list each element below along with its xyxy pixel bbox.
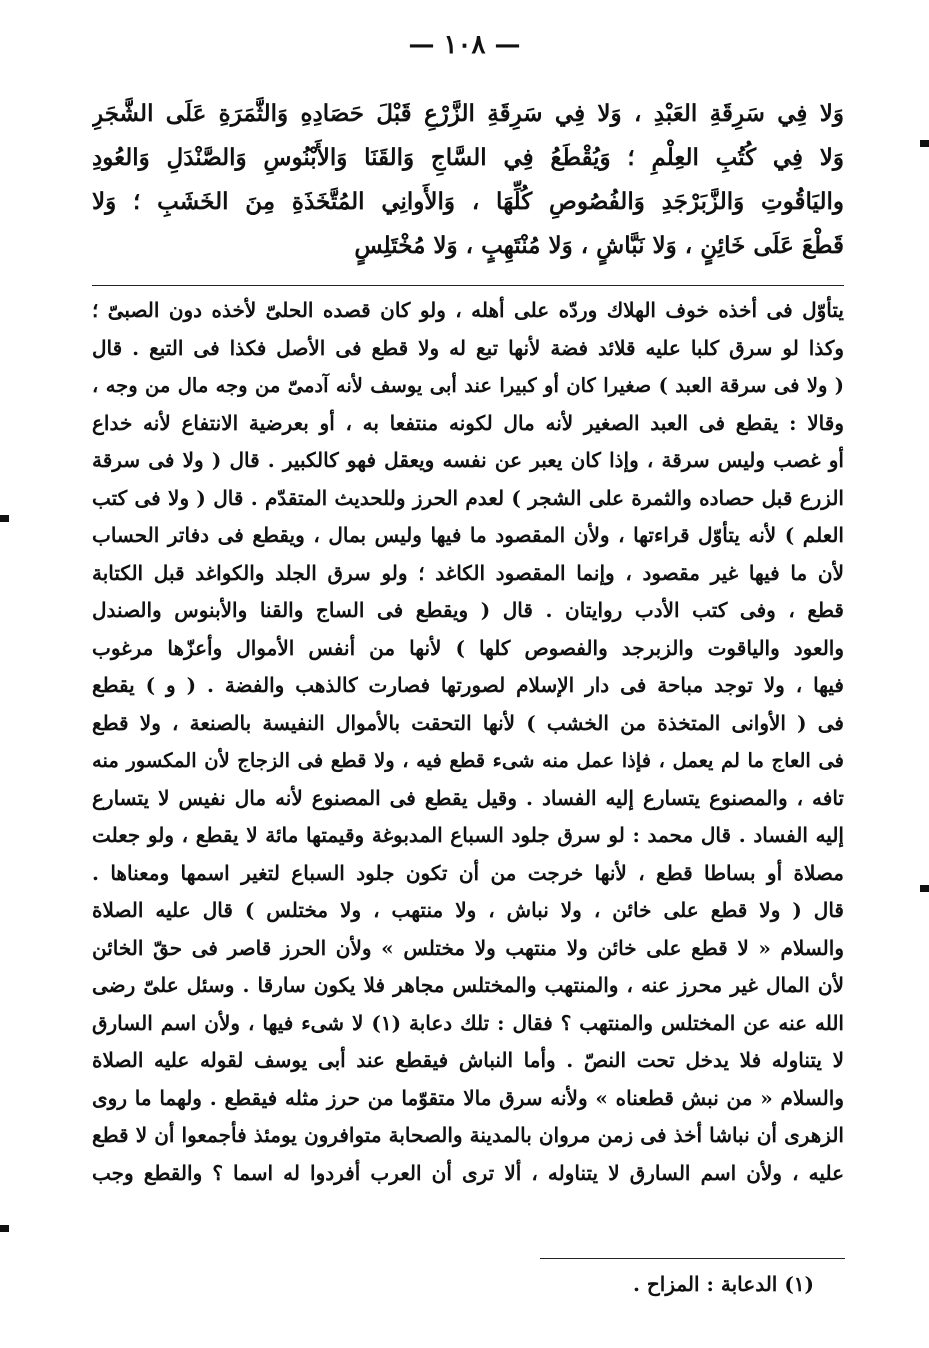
commentary-line: والعود والياقوت والزبرجد والفصوص كلها ) لأنها من أنفس الأموال وأعزّها مرغوب <box>92 635 844 660</box>
matn-line: وَلا فِي سَرِقَةِ العَبْدِ ، وَلا فِي سَرِقَةِ الزَّرْعِ قَبْلَ حَصَادِهِ وَالثَّمَرَةِ عَلَى الشَّجَرِ <box>92 100 844 127</box>
commentary-line: فى ( الأوانى المتخذة من الخشب ) لأنها التحقت بالأموال النفيسة بالصنعة ، ولا قطع <box>92 710 844 735</box>
commentary-line: لأن ما فيها غير مقصود ، وإنما المقصود الكاغد ؛ ولو سرق الجلد والكواغد قبل الكتابة <box>92 560 844 585</box>
margin-mark <box>0 515 9 522</box>
commentary-line: العلم ) لأنه يتأوّل قراءتها ، ولأن المقصود ما فيها وليس بمال ، ويقطع فى دفاتر الحساب <box>92 523 844 547</box>
margin-mark <box>920 885 929 892</box>
commentary-line: مصلاة أو بساطا قطع ، لأنها خرجت من أن تكون جلود السباع لتغير اسمها ومعناها . <box>92 860 844 885</box>
matn-line: واليَاقُوتِ وَالزَّبَرْجَدِ وَالفُصُوصِ كُلِّهَا ، وَالأَوانِي المُتَّخَذَةِ مِنَ الخَشَبِ ؛ وَلا <box>92 188 844 215</box>
commentary-line: وقالا : يقطع فى العبد الصغير لأنه مال لكونه منتفعا به ، أو بعرضية الانتفاع لأنه خداع <box>92 410 844 435</box>
commentary-line: قال ( ولا قطع على خائن ، ولا نباش ، ولا منتهب ، ولا مختلس ) قال عليه الصلاة <box>92 898 844 922</box>
matn-text <box>92 92 844 268</box>
commentary-line: الزرع قبل حصاده والثمرة على الشجر ) لعدم الحرز وللحديث المتقدّم . قال ( ولا فى كتب <box>92 485 844 510</box>
footnote: (١) الدعابة : المزاح . <box>632 1272 814 1296</box>
commentary-line: عليه ، ولأن اسم السارق لا يتناوله ، ألا ترى أن العرب أفردوا له اسما ؟ والقطع وجب <box>92 1160 844 1185</box>
commentary-line: إليه الفساد . قال محمد : لو سرق جلود السباع المدبوغة وقيمتها مائة لا يقطع ، ولو جعلت <box>92 823 844 847</box>
matn-line: وَلا فِي كُتُبِ العِلْمِ ؛ وَيُقْطَعُ فِي السَّاجِ وَالقَنَا وَالأَبْنُوسِ وَالصَّنْدَلِ وَالعُودِ <box>92 144 844 171</box>
commentary-text <box>92 292 844 1192</box>
commentary-line: الزهرى أن نباشا أخذ فى زمن مروان بالمدينة والصحابة متوافرون يومئذ فأجمعوا أن لا قطع <box>92 1123 844 1147</box>
commentary-line: ( ولا فى سرقة العبد ) صغيرا كان أو كبيرا عند أبى يوسف لأنه آدمىّ من وجه مال من وجه ، <box>92 374 844 397</box>
footnote-divider <box>540 1258 845 1259</box>
margin-mark <box>920 140 929 147</box>
commentary-line: وكذا لو سرق كلبا عليه قلائد فضة لأنها تبع له ولا قطع فى الأصل فكذا فى التبع . قال <box>92 335 844 360</box>
commentary-line: فى العاج ما لم يعمل ، فإذا عمل منه شىء قطع فيه ، ولا قطع فى الزجاج لأن المكسور منه <box>92 749 844 772</box>
matn-line: قَطْعَ عَلَى خَائِنٍ ، وَلا نَبَّاشٍ ، وَلا مُنْتَهِبٍ ، وَلا مُخْتَلِسٍ <box>354 232 844 259</box>
commentary-line: والسلام « من نبش قطعناه » ولأنه سرق مالا متقوّما من حرز مثله فيقطع . ولهما ما روى <box>92 1085 844 1110</box>
margin-mark <box>0 1225 9 1232</box>
commentary-line: فيها ، ولا توجد مباحة فى دار الإسلام لصورتها فصارت كالذهب والفضة . ( و ) يقطع <box>92 673 844 697</box>
commentary-line: الله عنه عن المختلس والمنتهب ؟ فقال : تلك دعابة (١) لا شىء فيها ، ولأن اسم السارق <box>92 1010 844 1035</box>
page-number: — ١٠٨ — <box>408 30 521 60</box>
commentary-line: لأن المال غير محرز عنه ، والمنتهب والمختلس مجاهر فلا يكون سارقا . وسئل علىّ رضى <box>92 973 844 997</box>
section-divider <box>92 285 844 286</box>
commentary-line: والسلام « لا قطع على خائن ولا منتهب ولا مختلس » ولأن الحرز قاصر فى حقّ الخائن <box>92 935 844 960</box>
commentary-line: أو غصب وليس سرقة ، وإذا كان يعبر عن نفسه ويعقل فهو كالكبير . قال ( ولا فى سرقة <box>92 448 844 472</box>
commentary-line: لا يتناوله فلا يدخل تحت النصّ . وأما النباش فيقطع عند أبى يوسف لقوله عليه الصلاة <box>92 1048 844 1072</box>
commentary-line: تافه ، والمصنوع يتسارع إليه الفساد . وقيل يقطع فى المصنوع لأنه مال نفيس لا يتسارع <box>92 785 844 810</box>
commentary-line: قطع ، وفى كتب الأدب روايتان . قال ( ويقطع فى الساج والقنا والأبنوس والصندل <box>92 598 844 622</box>
commentary-line: يتأوّل فى أخذه خوف الهلاك وردّه على أهله ، ولو كان قصده الحلىّ لأخذه دون الصبىّ ؛ <box>92 298 844 322</box>
